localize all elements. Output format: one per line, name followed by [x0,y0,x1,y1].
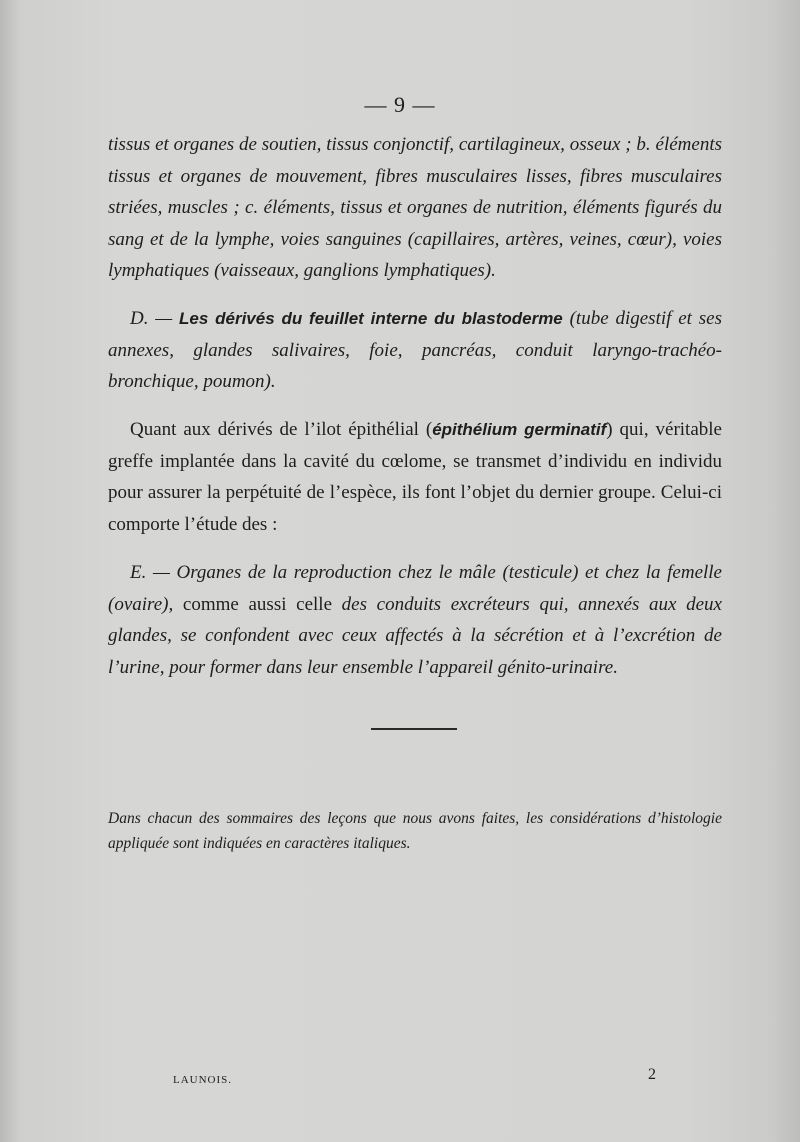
paragraph-e-text-3: des conduits excréteurs qui, annexés aux deux glandes, se confondent avec ceux affectés à la sécrétion et à l’excrétion de l’urine, pour former dans leur ensemble l’appareil génito-urinaire. [108,593,722,678]
footer-author: LAUNOIS. [173,1074,233,1086]
paragraph-d-heading: Les dérivés du feuillet interne du blastoderme [179,309,563,328]
page-number: — 9 — [364,92,436,117]
paragraph-e-letter: E. — [130,562,177,583]
paragraph-d-letter: D. — [130,308,180,329]
paragraph-d-text: (tube digestif et ses annexes, glandes salivaires, foie, pancréas, conduit laryngo-trachéo-bronchique, poumon). [108,308,722,392]
paragraph-e-text-2: comme aussi celle [182,593,342,615]
paragraph-quant [108,414,722,540]
paragraph-e-text-1: Organes de la reproduction chez le mâle (testicule) et chez la femelle (ovaire), [108,562,722,615]
divider-rule [371,728,457,730]
paragraph-quant-bold: épithélium germinatif [432,420,607,439]
paragraph-quant-before: Quant aux dérivés de l’ilot épithélial ( [130,419,433,440]
paragraph-e [108,557,722,683]
paragraph-tissues: tissus et organes de soutien, tissus conjonctif, cartilagineux, osseux ; b. éléments tissus et organes de mouvement, fibres musculaires lisses, fibres musculaires striées, muscles ; c. éléments, tissus et organes de nutrition, éléments figurés du sang et de la lymphe, voies sanguines (capillaires, artères, veines, cœur), voies lymphatiques (vaisseaux, ganglions lymphatiques). [108,134,722,281]
footnote: Dans chacun des sommaires des leçons que nous avons faites, les considérations d’histologie appliquée sont indiquées en caractères italiques. [108,810,722,852]
paragraph-quant-after: ) qui, véritable greffe implantée dans la cavité du cœlome, se transmet d’individu en individu pour assurer la perpétuité de l’espèce, ils font l’objet du dernier groupe. Celui-ci comporte l’étude des : [108,419,722,535]
paragraph-d [108,303,722,398]
footer-signature-number: 2 [648,1066,656,1083]
